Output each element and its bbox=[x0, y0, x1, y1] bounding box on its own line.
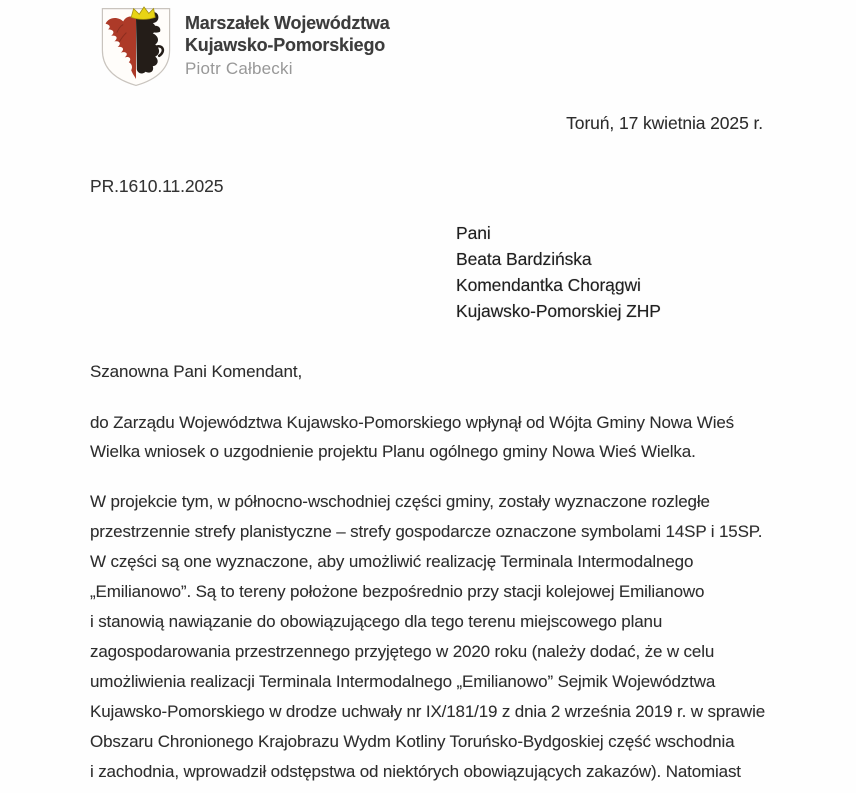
recipient-block bbox=[456, 220, 661, 324]
text-line: Obszaru Chronionego Krajobrazu Wydm Kotliny Toruńsko-Bydgoskiej część wschodnia bbox=[90, 732, 735, 751]
text-line: W projekcie tym, w północno-wschodniej części gminy, zostały wyznaczone rozległe bbox=[90, 492, 710, 511]
text-line: „Emilianowo”. Są to tereny położone bezpośrednio przy stacji kolejowej Emilianowo bbox=[90, 582, 705, 601]
recipient-line: Pani bbox=[456, 223, 491, 243]
sender-block bbox=[185, 12, 390, 79]
place-date: Toruń, 17 kwietnia 2025 r. bbox=[566, 113, 763, 133]
text-line: i stanowią nawiązanie do obowiązującego dla tego terenu miejscowego planu bbox=[90, 612, 663, 631]
sender-org-line1: Marszałek Województwa bbox=[185, 13, 390, 33]
sender-person-name: Piotr Całbecki bbox=[185, 59, 293, 78]
sender-org-line2: Kujawsko-Pomorskiego bbox=[185, 35, 386, 55]
recipient-line: Komendantka Chorągwi bbox=[456, 275, 641, 295]
reference-number: PR.1610.11.2025 bbox=[90, 176, 224, 196]
lion-half-icon bbox=[136, 12, 159, 73]
salutation: Szanowna Pani Komendant, bbox=[90, 362, 303, 381]
recipient-line: Beata Bardzińska bbox=[456, 249, 592, 269]
text-line: W części są one wyznaczone, aby umożliwić realizację Terminala Intermodalnego bbox=[90, 552, 694, 571]
body-paragraph-2 bbox=[90, 487, 765, 787]
coat-of-arms-icon bbox=[96, 5, 176, 89]
text-line: do Zarządu Województwa Kujawsko-Pomorskiego wpłynął od Wójta Gminy Nowa Wieś bbox=[90, 413, 734, 432]
text-line: Kujawsko-Pomorskiego w drodze uchwały nr IX/181/19 z dnia 2 września 2019 r. w sprawie bbox=[90, 702, 765, 721]
recipient-line: Kujawsko-Pomorskiej ZHP bbox=[456, 301, 661, 321]
text-line: umożliwienia realizacji Terminala Intermodalnego „Emilianowo” Sejmik Województwa bbox=[90, 672, 716, 691]
text-line: zagospodarowania przestrzennego przyjętego w 2020 roku (należy dodać, że w celu bbox=[90, 642, 715, 661]
text-line: przestrzennie strefy planistyczne – strefy gospodarcze oznaczone symbolami 14SP i 15SP. bbox=[90, 522, 763, 541]
body-paragraph-1 bbox=[90, 408, 734, 466]
text-line: i zachodnia, wprowadził odstępstwa od niektórych obowiązujących zakazów). Natomiast bbox=[90, 762, 741, 781]
text-line: Wielka wniosek o uzgodnienie projektu Planu ogólnego gminy Nowa Wieś Wielka. bbox=[90, 442, 696, 461]
